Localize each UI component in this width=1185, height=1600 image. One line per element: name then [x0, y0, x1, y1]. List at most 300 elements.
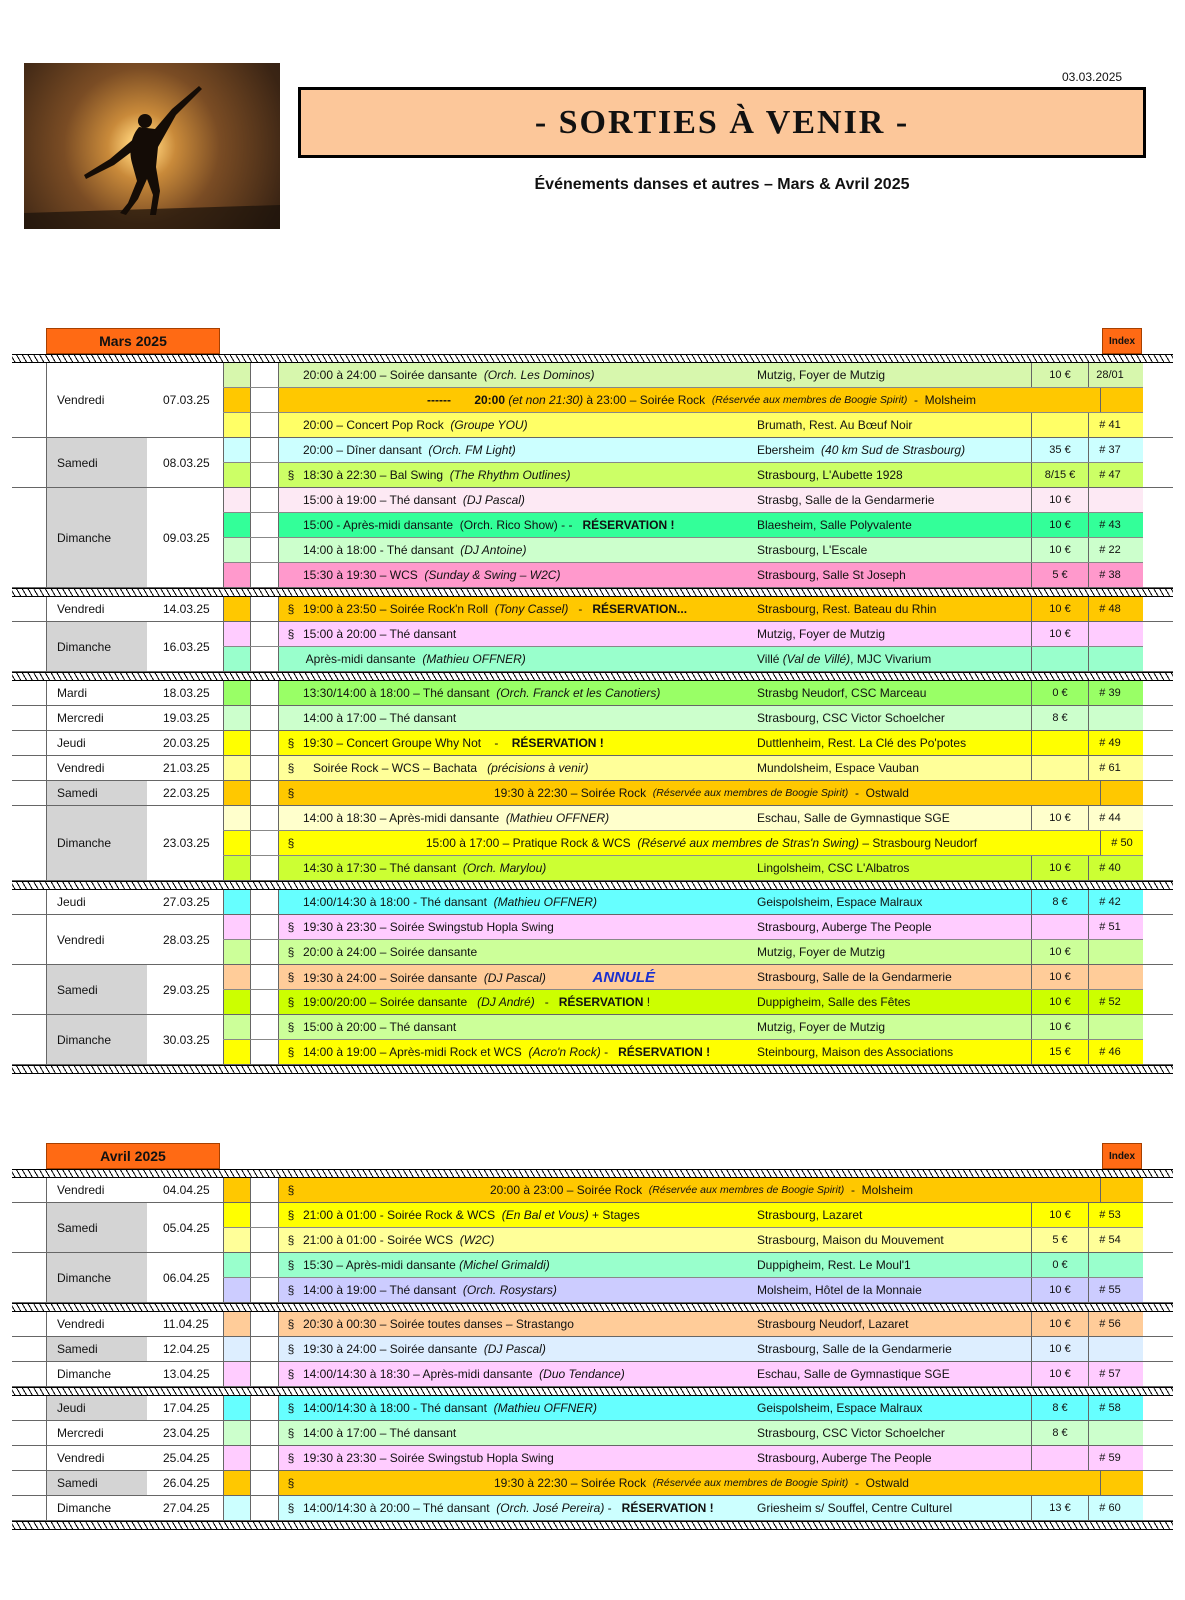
- day-name: Samedi: [47, 1337, 147, 1361]
- blank-cell: [250, 563, 278, 587]
- day-group: [12, 1362, 1173, 1387]
- event-text-part: 19:30 – Concert Groupe Why Not -: [303, 736, 512, 750]
- event-description: [303, 468, 757, 482]
- event-row: [223, 756, 1143, 780]
- blank-cell: [250, 597, 278, 621]
- week-separator: [12, 672, 1173, 681]
- event-rows: [223, 965, 1143, 1014]
- week-separator: [12, 881, 1173, 890]
- event-rows: [223, 1496, 1143, 1520]
- event-cell: [278, 781, 1143, 805]
- event-place: [757, 493, 1031, 507]
- document-date: 03.03.2025: [1062, 70, 1123, 84]
- event-description: [303, 443, 757, 457]
- day-date: 22.03.25: [147, 781, 223, 805]
- event-rows: [223, 363, 1143, 437]
- event-text-part: Strasbourg Neudorf, Lazaret: [757, 1317, 909, 1331]
- event-text-part: (DJ Pascal): [483, 1342, 546, 1356]
- blank-cell: [250, 781, 278, 805]
- color-swatch: [223, 597, 250, 621]
- event-text-part: 14:00 à 18:30 – Après-midi dansante: [303, 811, 506, 825]
- day-date: 17.04.25: [147, 1396, 223, 1420]
- event-text-part: 20:00 – Dîner dansant: [303, 443, 429, 457]
- week-separator: [12, 1169, 1173, 1178]
- day-group: [12, 488, 1173, 588]
- event-text-part: Blaesheim, Salle Polyvalente: [757, 518, 912, 532]
- color-swatch: [223, 647, 250, 671]
- event-index: [1088, 706, 1131, 730]
- blank-cell: [250, 731, 278, 755]
- event-text-part: Mutzig, Foyer de Mutzig: [757, 1020, 886, 1034]
- day-cell: [46, 1178, 223, 1202]
- event-description: [303, 1258, 757, 1272]
- week-separator: [12, 588, 1173, 597]
- event-description: [303, 736, 757, 750]
- event-text-part: - Ostwald: [848, 786, 909, 800]
- color-swatch: [223, 1278, 250, 1302]
- event-index: # 22: [1088, 538, 1131, 562]
- event-text-part: (Mathieu OFFNER): [493, 1401, 597, 1415]
- event-description: [303, 1317, 757, 1331]
- blank-cell: [250, 1337, 278, 1361]
- event-cell: [278, 413, 1143, 437]
- color-swatch: [223, 413, 250, 437]
- blank-cell: [250, 463, 278, 487]
- section-mark: §: [287, 945, 295, 959]
- event-price: 10 €: [1031, 1278, 1088, 1302]
- event-place: [757, 811, 1031, 825]
- event-text-part: (W2C): [459, 1233, 495, 1247]
- section-mark: §: [287, 1045, 295, 1059]
- event-text-part: Geispolsheim, Espace Malraux: [757, 895, 923, 909]
- event-index: [1088, 647, 1131, 671]
- event-price: 10 €: [1031, 1362, 1088, 1386]
- day-date: 27.03.25: [147, 890, 223, 914]
- color-swatch: [223, 965, 250, 989]
- day-date: 28.03.25: [147, 915, 223, 964]
- section-mark: §: [287, 1401, 295, 1415]
- event-rows: [223, 488, 1143, 587]
- day-name: Dimanche: [47, 488, 147, 587]
- event-row: [223, 681, 1143, 705]
- event-price: [1031, 915, 1088, 939]
- event-row: [223, 1471, 1143, 1495]
- event-place: [757, 1451, 1031, 1465]
- event-place: [757, 1283, 1031, 1297]
- event-description: [303, 1283, 757, 1297]
- color-swatch: [223, 488, 250, 512]
- event-text-part: + Stages: [588, 1208, 640, 1222]
- event-text-part: Strasbourg, Auberge The People: [757, 920, 932, 934]
- day-cell: [46, 806, 223, 880]
- event-index: # 46: [1088, 1040, 1131, 1064]
- event-price: 0 €: [1031, 681, 1088, 705]
- day-group: [12, 363, 1173, 438]
- day-name: Dimanche: [57, 1501, 112, 1515]
- event-cell: [278, 1203, 1143, 1227]
- day-name: Dimanche: [47, 1015, 147, 1064]
- event-text-part: 14:00/14:30 à 18:00 - Thé dansant: [303, 1401, 494, 1415]
- event-row: [223, 706, 1143, 730]
- day-cell: [46, 622, 223, 671]
- blank-cell: [250, 831, 278, 855]
- color-swatch: [223, 622, 250, 646]
- color-swatch: [223, 1446, 250, 1470]
- blank-cell: [250, 1421, 278, 1445]
- blank-cell: [250, 681, 278, 705]
- event-description: [303, 1342, 757, 1356]
- event-price: 10 €: [1031, 965, 1088, 989]
- week-separator: [12, 1387, 1173, 1396]
- event-cell: [278, 706, 1143, 730]
- event-index: # 52: [1088, 990, 1131, 1014]
- day-cell: [46, 1396, 223, 1420]
- event-text-part: (En Bal et Vous): [501, 1208, 589, 1222]
- color-swatch: [223, 856, 250, 880]
- event-description: [303, 652, 757, 666]
- color-swatch: [223, 388, 250, 412]
- blank-cell: [250, 706, 278, 730]
- event-price: 8/15 €: [1031, 463, 1088, 487]
- event-row: [223, 1396, 1143, 1420]
- color-swatch: [223, 706, 250, 730]
- event-place: [757, 1342, 1031, 1356]
- event-index: [1100, 388, 1143, 412]
- event-place: [757, 1045, 1031, 1059]
- month-label: Mars 2025: [46, 328, 220, 354]
- event-place: [757, 1501, 1031, 1515]
- event-text-part: Strasbg Neudorf, CSC Marceau: [757, 686, 927, 700]
- day-name: Jeudi: [47, 1396, 147, 1420]
- event-rows: [223, 731, 1143, 755]
- event-place: [757, 945, 1031, 959]
- event-text-part: (Réservée aux membres de Boogie Spirit): [652, 1477, 849, 1489]
- event-text-part: Strasbourg, Salle de la Gendarmerie: [757, 1342, 952, 1356]
- day-name: Mardi: [57, 686, 88, 700]
- event-index: [1100, 1471, 1143, 1495]
- event-row: [223, 856, 1143, 880]
- event-description: [303, 1367, 757, 1381]
- event-price: 5 €: [1031, 563, 1088, 587]
- blank-cell: [250, 940, 278, 964]
- blank-cell: [250, 413, 278, 437]
- event-price: 5 €: [1031, 1228, 1088, 1252]
- day-name: Dimanche: [47, 1253, 147, 1302]
- event-rows: [223, 706, 1143, 730]
- event-rows: [223, 915, 1143, 964]
- event-text-part: 19:30 à 23:30 – Soirée Swingstub Hopla Swing: [303, 920, 554, 934]
- event-price: 10 €: [1031, 597, 1088, 621]
- event-place: [757, 443, 1031, 457]
- event-text-part: (Mathieu OFFNER): [493, 895, 597, 909]
- event-price: 13 €: [1031, 1496, 1088, 1520]
- day-date: 16.03.25: [147, 622, 223, 671]
- day-date: 29.03.25: [147, 965, 223, 1014]
- event-index: # 41: [1088, 413, 1131, 437]
- event-row: [223, 1312, 1143, 1336]
- event-text-part: (Tony Cassel): [494, 602, 569, 616]
- event-index: # 47: [1088, 463, 1131, 487]
- blank-cell: [250, 363, 278, 387]
- event-text-part: (Réservée aux membres de Boogie Spirit): [648, 1184, 845, 1196]
- event-description: [303, 781, 1100, 805]
- section-mark: §: [287, 1183, 295, 1197]
- event-price: [1031, 413, 1088, 437]
- event-text-part: Strasbourg, Lazaret: [757, 1208, 863, 1222]
- event-place: [757, 468, 1031, 482]
- event-row: [223, 463, 1143, 487]
- event-place: [757, 368, 1031, 382]
- event-cell: [278, 622, 1143, 646]
- event-index: # 50: [1100, 831, 1143, 855]
- event-text-part: Molsheim, Hôtel de la Monnaie: [757, 1283, 922, 1297]
- event-text-part: Mutzig, Foyer de Mutzig: [757, 368, 886, 382]
- day-group: [12, 890, 1173, 915]
- event-text-part: Strasbourg, CSC Victor Schoelcher: [757, 1426, 945, 1440]
- section-mark: §: [287, 627, 295, 641]
- event-text-part: 15:00 à 20:00 – Thé dansant: [303, 1020, 457, 1034]
- section-mark: §: [287, 1020, 295, 1034]
- event-index: # 56: [1088, 1312, 1131, 1336]
- event-price: [1031, 731, 1088, 755]
- event-description: [303, 1401, 757, 1415]
- day-cell: [46, 915, 223, 964]
- event-cell: [278, 756, 1143, 780]
- color-swatch: [223, 1228, 250, 1252]
- day-date: 12.04.25: [147, 1337, 223, 1361]
- section-mark: §: [287, 1476, 295, 1490]
- event-rows: [223, 1178, 1143, 1202]
- section-mark: §: [287, 468, 295, 482]
- week-separator: [12, 1303, 1173, 1312]
- event-text-part: 15:00 à 17:00 – Pratique Rock & WCS: [425, 836, 638, 850]
- event-place: [757, 568, 1031, 582]
- event-text-part: 19:30 à 22:30 – Soirée Rock: [494, 786, 653, 800]
- section-mark: §: [287, 1426, 295, 1440]
- day-cell: [46, 781, 223, 805]
- event-row: [223, 1253, 1143, 1278]
- event-text-part: 21:00 à 01:00 - Soirée WCS: [303, 1233, 460, 1247]
- event-rows: [223, 806, 1143, 880]
- event-text-part: 19:00 à 23:50 – Soirée Rock'n Roll: [303, 602, 495, 616]
- event-text-part: (Orch. José Pereira): [496, 1501, 605, 1515]
- event-text-part: (Orch. Marylou): [462, 861, 547, 875]
- event-place: [757, 627, 1031, 641]
- event-text-part: Strasbourg, Maison du Mouvement: [757, 1233, 944, 1247]
- week-separator: [12, 1521, 1173, 1530]
- event-index: [1088, 1421, 1131, 1445]
- event-text-part: 15:00 à 20:00 – Thé dansant: [303, 627, 457, 641]
- event-text-part: Eschau, Salle de Gymnastique SGE: [757, 811, 950, 825]
- event-index: # 39: [1088, 681, 1131, 705]
- event-description: [303, 811, 757, 825]
- index-header: Index: [1102, 328, 1142, 354]
- event-rows: [223, 1253, 1143, 1302]
- event-text-part: 14:00/14:30 à 18:00 - Thé dansant: [303, 895, 494, 909]
- event-row: [223, 488, 1143, 513]
- event-description: [303, 543, 757, 557]
- event-description: [303, 920, 757, 934]
- day-name: Dimanche: [47, 806, 147, 880]
- event-description: [303, 602, 757, 616]
- blank-cell: [250, 890, 278, 914]
- event-place: [757, 711, 1031, 725]
- event-rows: [223, 756, 1143, 780]
- week-separator: [12, 354, 1173, 363]
- event-text-part: 14:00 à 19:00 – Thé dansant: [303, 1283, 463, 1297]
- event-row: [223, 831, 1143, 856]
- event-row: [223, 363, 1143, 388]
- day-date: 14.03.25: [147, 597, 223, 621]
- section-mark: §: [287, 970, 295, 984]
- color-swatch: [223, 731, 250, 755]
- event-place: [757, 1401, 1031, 1415]
- section-mark: §: [287, 1317, 295, 1331]
- event-text-part: Geispolsheim, Espace Malraux: [757, 1401, 923, 1415]
- event-row: [223, 990, 1143, 1014]
- event-index: 28/01: [1088, 363, 1131, 387]
- event-description: [303, 686, 757, 700]
- day-name: Dimanche: [57, 1367, 112, 1381]
- event-description: [303, 945, 757, 959]
- event-row: [223, 1278, 1143, 1302]
- color-swatch: [223, 831, 250, 855]
- event-index: # 48: [1088, 597, 1131, 621]
- day-date: 05.04.25: [147, 1203, 223, 1252]
- event-text-part: (précisions à venir): [487, 761, 589, 775]
- event-text-part: (et non 21:30): [508, 393, 584, 407]
- event-rows: [223, 890, 1143, 914]
- event-text-part: (DJ Antoine): [460, 543, 527, 557]
- day-date: 07.03.25: [147, 363, 223, 437]
- event-text-part: Duttlenheim, Rest. La Clé des Po'potes: [757, 736, 967, 750]
- day-name: Mercredi: [57, 1426, 104, 1440]
- day-cell: [46, 363, 223, 437]
- event-index: # 37: [1088, 438, 1131, 462]
- section-mark: §: [287, 1208, 295, 1222]
- event-rows: [223, 1337, 1143, 1361]
- event-rows: [223, 1362, 1143, 1386]
- day-cell: [46, 488, 223, 587]
- event-place: [757, 861, 1031, 875]
- section-mark: §: [287, 1283, 295, 1297]
- blank-cell: [250, 1278, 278, 1302]
- blank-cell: [250, 990, 278, 1014]
- event-price: 10 €: [1031, 940, 1088, 964]
- event-text-part: Strasbourg, L'Escale: [757, 543, 868, 557]
- event-price: 10 €: [1031, 1312, 1088, 1336]
- event-row: [223, 438, 1143, 463]
- event-text-part: 15:00 à 19:00 – Thé dansant: [303, 493, 463, 507]
- color-swatch: [223, 1253, 250, 1277]
- event-text-part: (Groupe YOU): [450, 418, 528, 432]
- event-text-part: à 23:00 – Soirée Rock: [583, 393, 712, 407]
- event-rows: [223, 1396, 1143, 1420]
- event-cell: [278, 731, 1143, 755]
- blank-cell: [250, 438, 278, 462]
- event-row: [223, 1362, 1143, 1386]
- day-cell: [46, 597, 223, 621]
- day-date: 04.04.25: [147, 1178, 223, 1202]
- event-cell: [278, 990, 1143, 1014]
- day-group: [12, 965, 1173, 1015]
- event-rows: [223, 1015, 1143, 1064]
- event-rows: [223, 1446, 1143, 1470]
- event-description: [303, 1451, 757, 1465]
- event-text-part: 19:30 à 24:00 – Soirée dansante: [303, 1342, 484, 1356]
- event-cell: [278, 1278, 1143, 1302]
- event-cell: [278, 1471, 1143, 1495]
- event-description: [303, 418, 757, 432]
- day-group: [12, 706, 1173, 731]
- section-mark: §: [287, 736, 295, 750]
- event-text-part: Soirée Rock – WCS – Bachata: [303, 761, 488, 775]
- section-mark: §: [287, 995, 295, 1009]
- event-description: [303, 969, 757, 986]
- day-cell: [46, 1253, 223, 1302]
- event-rows: [223, 597, 1143, 621]
- event-price: 10 €: [1031, 1015, 1088, 1039]
- event-text-part: Strasbourg, Salle de la Gendarmerie: [757, 970, 952, 984]
- event-text-part: (Sunday & Swing – W2C): [424, 568, 561, 582]
- event-index: # 51: [1088, 915, 1131, 939]
- blank-cell: [250, 915, 278, 939]
- event-description: [303, 627, 757, 641]
- event-cell: [278, 831, 1143, 855]
- event-price: [1031, 756, 1088, 780]
- event-row: [223, 1496, 1143, 1520]
- event-price: [1031, 1446, 1088, 1470]
- event-row: [223, 563, 1143, 587]
- event-text-part: Lingolsheim, CSC L'Albatros: [757, 861, 910, 875]
- day-cell: [46, 756, 223, 780]
- day-cell: [46, 706, 223, 730]
- event-place: [757, 418, 1031, 432]
- event-description: [303, 1020, 757, 1034]
- event-text-part: (Orch. FM Light): [428, 443, 516, 457]
- event-cell: [278, 563, 1143, 587]
- event-index: [1088, 965, 1131, 989]
- event-index: # 55: [1088, 1278, 1131, 1302]
- event-text-part: RÉSERVATION !: [618, 1045, 711, 1059]
- blank-cell: [250, 488, 278, 512]
- event-text-part: 21:00 à 01:00 - Soirée Rock & WCS: [303, 1208, 502, 1222]
- event-cell: [278, 488, 1143, 512]
- event-text-part: Après-midi dansante: [303, 652, 423, 666]
- event-index: # 44: [1088, 806, 1131, 830]
- event-text-part: 19:30 à 23:30 – Soirée Swingstub Hopla Swing: [303, 1451, 554, 1465]
- event-rows: [223, 781, 1143, 805]
- cancelled-label: ANNULÉ: [592, 968, 656, 986]
- event-text-part: 20:30 à 00:30 – Soirée toutes danses – Strastango: [303, 1317, 574, 1331]
- blank-cell: [250, 538, 278, 562]
- week-separator: [12, 1065, 1173, 1074]
- day-group: [12, 806, 1173, 881]
- day-date: 20.03.25: [147, 731, 223, 755]
- color-swatch: [223, 438, 250, 462]
- event-place: [757, 652, 1031, 666]
- day-group: [12, 1471, 1173, 1496]
- color-swatch: [223, 1203, 250, 1227]
- day-name: Samedi: [47, 781, 147, 805]
- event-text-part: 19:30 à 24:00 – Soirée dansante: [303, 970, 484, 985]
- event-price: 10 €: [1031, 806, 1088, 830]
- event-index: # 42: [1088, 890, 1131, 914]
- section-mark: §: [287, 1258, 295, 1272]
- day-cell: [46, 1471, 223, 1495]
- day-name: Samedi: [47, 965, 147, 1014]
- day-group: [12, 756, 1173, 781]
